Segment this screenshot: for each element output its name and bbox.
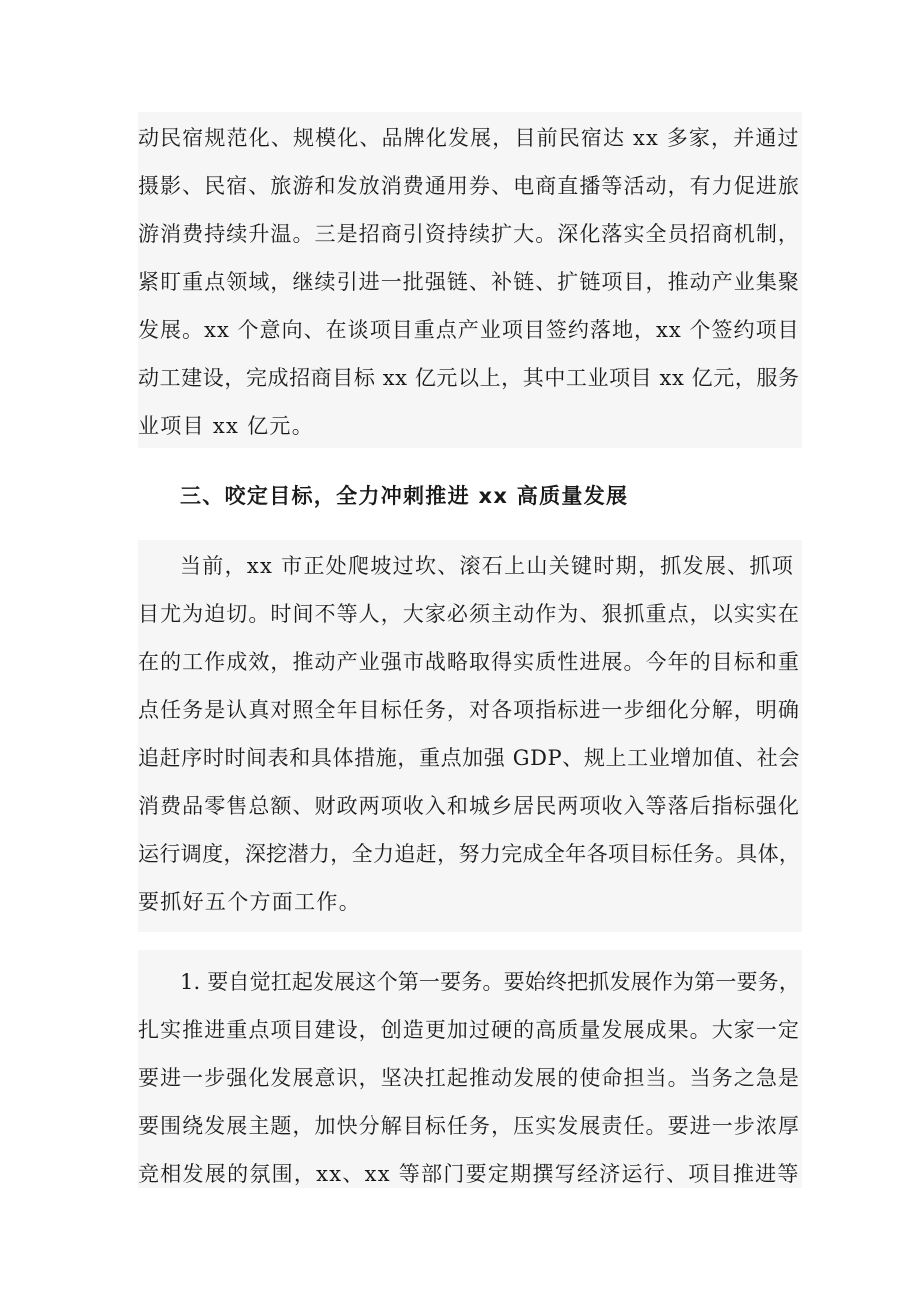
paragraph-line: 动工建设，完成招商目标 xx 亿元以上，其中工业项目 xx 亿元，服务 <box>138 366 800 390</box>
paragraph-line: 点任务是认真对照全年目标任务，对各项指标进一步细化分解，明确 <box>138 698 800 722</box>
paragraph-line: 摄影、民宿、旅游和发放消费通用券、电商直播等活动，有力促进旅 <box>138 174 800 198</box>
paragraph-line: 要进一步强化发展意识，坚决扛起推动发展的使命担当。当务之急是 <box>138 1066 800 1090</box>
paragraph-line: 追赶序时时间表和具体措施，重点加强 GDP、规上工业增加值、社会 <box>138 746 801 770</box>
paragraph-line: 游消费持续升温。三是招商引资持续扩大。深化落实全员招商机制， <box>138 222 800 246</box>
section-heading: 三、咬定目标，全力冲刺推进 xx 高质量发展 <box>180 484 629 508</box>
paragraph-line: 在的工作成效，推动产业强市战略取得实质性进展。今年的目标和重 <box>138 650 800 674</box>
paragraph-tourism-investment <box>138 112 802 448</box>
section-heading-block <box>138 468 802 520</box>
paragraph-line: 运行调度，深挖潜力，全力追赶，努力完成全年各项目标任务。具体， <box>138 842 801 866</box>
paragraph-line: 要抓好五个方面工作。 <box>138 890 361 914</box>
paragraph-line: 1. 要自觉扛起发展这个第一要务。要始终把抓发展作为第一要务， <box>180 970 801 994</box>
paragraph-current-situation <box>138 540 802 932</box>
paragraph-line: 扎实推进重点项目建设，创造更加过硬的高质量发展成果。大家一定 <box>138 1018 800 1042</box>
paragraph-first-priority <box>138 950 802 1188</box>
paragraph-line: 紧盯重点领域，继续引进一批强链、补链、扩链项目，推动产业集聚 <box>138 270 800 294</box>
paragraph-line: 目尤为迫切。时间不等人，大家必须主动作为、狠抓重点，以实实在 <box>138 602 800 626</box>
paragraph-line: 竞相发展的氛围，xx、xx 等部门要定期撰写经济运行、项目推进等 <box>138 1162 800 1186</box>
paragraph-line: 消费品零售总额、财政两项收入和城乡居民两项收入等落后指标强化 <box>138 794 800 818</box>
paragraph-line: 发展。xx 个意向、在谈项目重点产业项目签约落地，xx 个签约项目 <box>138 318 800 342</box>
paragraph-line: 业项目 xx 亿元。 <box>138 414 315 438</box>
paragraph-line: 动民宿规范化、规模化、品牌化发展，目前民宿达 xx 多家，并通过 <box>138 126 800 150</box>
paragraph-line: 要围绕发展主题，加快分解目标任务，压实发展责任。要进一步浓厚 <box>138 1114 800 1138</box>
paragraph-line: 当前，xx 市正处爬坡过坎、滚石上山关键时期，抓发展、抓项 <box>180 554 795 578</box>
